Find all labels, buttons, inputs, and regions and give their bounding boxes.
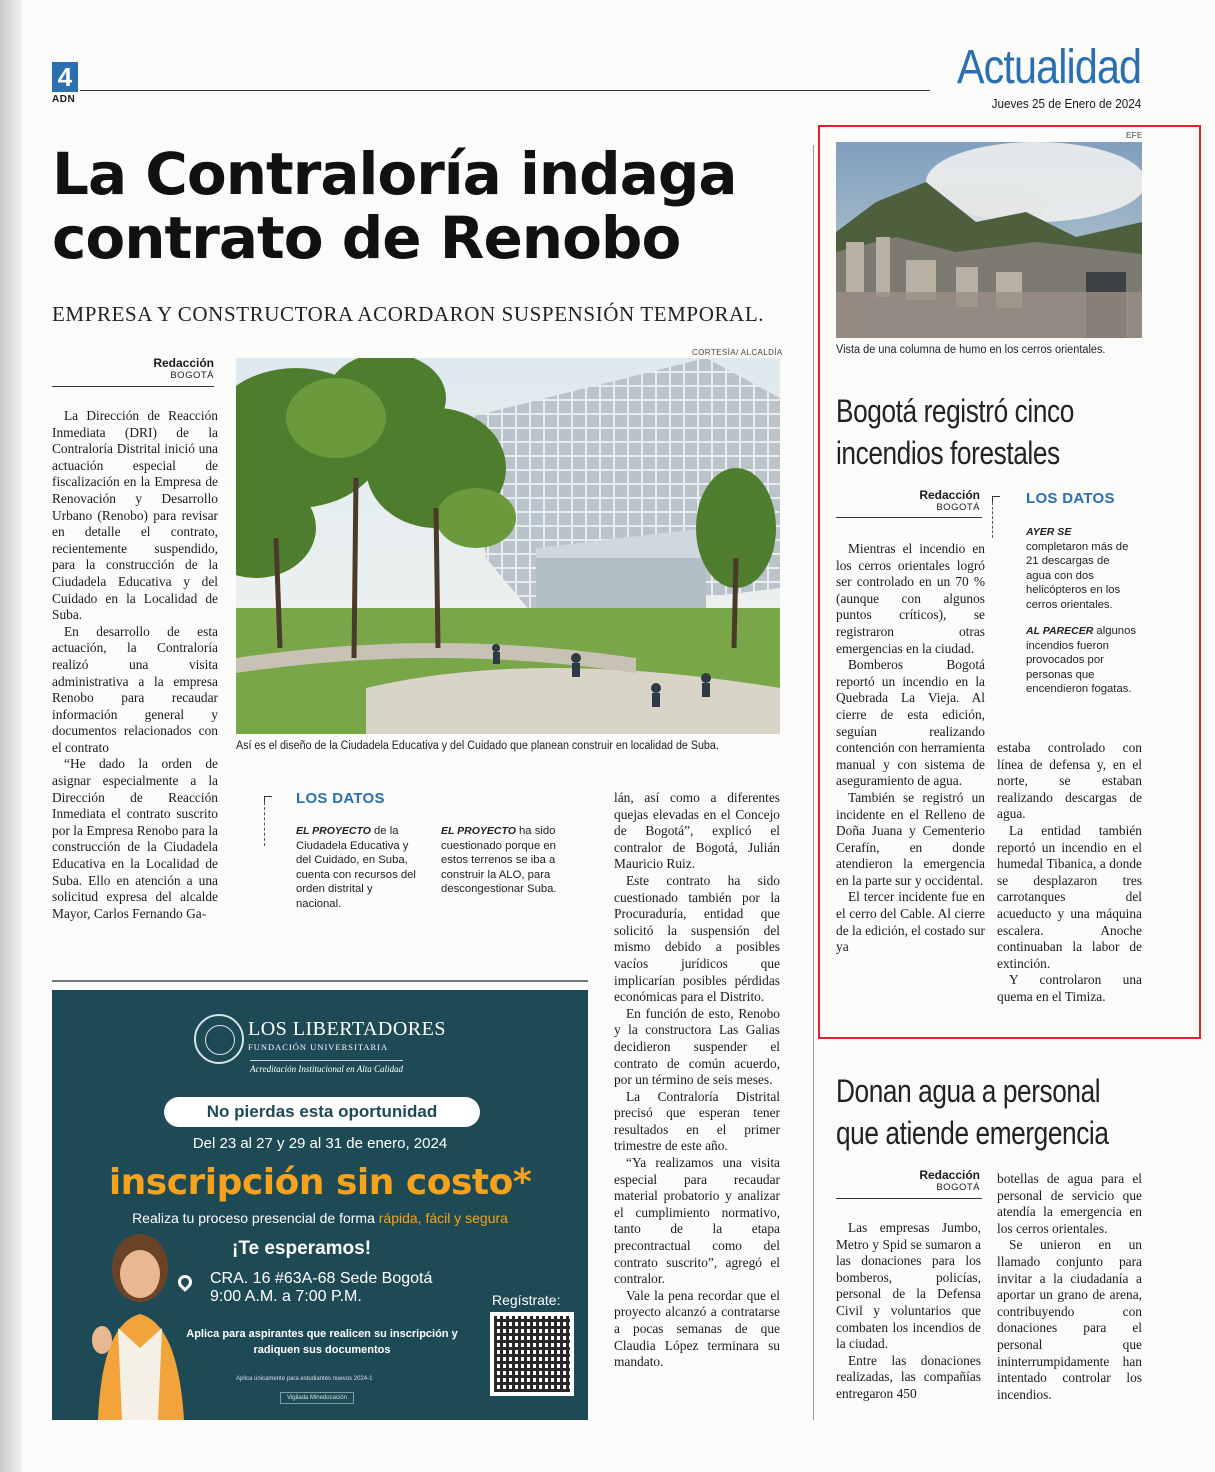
side-headline-line: Donan agua a personal: [836, 1073, 1101, 1109]
paragraph: “Ya realizamos una visita especial para recaudar material probatorio y analizar el cumplimiento normativo, tanto de la etapa precontractual como del contrato suscrito”, agregó el contralor.: [614, 1155, 780, 1287]
paragraph: En función de esto, Renobo y la constructora Las Galias decidieron suspender el contrato de común acuerdo, por un término de seis meses.: [614, 1005, 780, 1088]
datos-item-lead: EL PROYECTO: [296, 825, 371, 837]
byline-rule: [836, 517, 982, 518]
ad-pill: No pierdas esta oportunidad: [164, 1097, 480, 1127]
paragraph: estaba controlado con línea de defensa y, en el norte, se estaban realizando descargas de agua.: [997, 740, 1142, 822]
paragraph: El tercer incidente fue en el cerro del Cable. Al cierre de la edición, el costado sur ya: [836, 889, 985, 955]
datos-item-lead: EL PROYECTO: [441, 825, 516, 837]
datos-item: [441, 824, 573, 897]
advertisement[interactable]: [52, 990, 588, 1420]
side-datos-title: LOS DATOS: [1026, 490, 1115, 507]
side-2-col-2: [997, 1171, 1142, 1403]
issue-date: Jueves 25 de Enero de 2024: [991, 96, 1141, 111]
byline-city: BOGOTÁ: [936, 1182, 980, 1193]
side-photo-credit: EFE: [1126, 131, 1143, 140]
paragraph: Bomberos Bogotá reportó un incendio en la Quebrada La Vieja. Al cierre de esta edición, seguían realizando contención con herramienta manual y con sistema de aseguramiento de agua.: [836, 657, 985, 789]
page-number: 4: [52, 62, 78, 92]
section-title: Actualidad: [956, 41, 1141, 94]
university-seal-icon: [194, 1014, 244, 1064]
datos-item-text: de la Ciudadela Educativa y del Cuidado, en Suba, cuenta con recursos del orden distrital y nacional.: [296, 825, 416, 910]
main-col-1: [52, 408, 218, 922]
ad-separator: [52, 980, 588, 982]
main-photo-caption: Así es el diseño de la Ciudadela Educativa y del Cuidado que planean construir en localidad de Suba.: [236, 740, 719, 752]
main-col-3: [614, 790, 780, 1371]
paragraph: En desarrollo de esta actuación, la Contraloría realizó una visita administrativa a la empresa Renobo para recaudar información general y documentos relacionados con el contrato: [52, 623, 218, 755]
ad-tagline-highlight: rápida, fácil y segura: [378, 1210, 508, 1226]
main-headline: La Contraloría indaga contrato de Renobo: [52, 140, 737, 272]
byline-rule: [836, 1198, 982, 1199]
datos-item: [1026, 525, 1136, 612]
datos-item: [296, 824, 420, 911]
ad-brand: LOS LIBERTADORES: [248, 1018, 446, 1040]
paragraph: Mientras el incendio en los cerros orientales logró ser controlado en un 70 % (aunque con algunos puntos críticos), se registraron otras emergencias en la ciudad.: [836, 541, 985, 656]
datos-item-text: ha sido cuestionado porque en estos terrenos se iba a construir la ALO, para descongestionar Suba.: [441, 825, 557, 895]
column-divider: [813, 145, 814, 1420]
side-1-col-2: [997, 740, 1142, 1006]
paragraph: La Contraloría Distrital precisó que esperan tener resultados en el primer trimestre de este año.: [614, 1088, 780, 1154]
ad-brand-sub: FUNDACIÓN UNIVERSITARIA: [248, 1042, 389, 1052]
rendering-illustration: [236, 358, 780, 734]
ad-tagline-text: Realiza tu proceso presencial de forma: [132, 1210, 379, 1226]
byline-name: Redacción: [153, 356, 214, 370]
paragraph: Vale la pena recordar que el proyecto alcanzó a contratarse a pocas semanas de que Claudia López terminara su mandato.: [614, 1287, 780, 1370]
side-headline-line: Bogotá registró cinco: [836, 393, 1074, 429]
side-byline-1: [836, 488, 980, 513]
datos-bracket: [992, 502, 993, 538]
ad-fine-print: Aplica únicamente para estudiantes nuevos 2024-1: [236, 1376, 373, 1382]
city-hills-illustration: [836, 142, 1142, 338]
byline-name: Redacción: [919, 1168, 980, 1182]
ad-vigilada: Vigilada Mineducación: [280, 1392, 354, 1404]
ad-apply: Aplica para aspirantes que realicen su inscripción y radiquen sus documentos: [186, 1328, 458, 1356]
paragraph: Entre las donaciones realizadas, las compañías entregaron 450: [836, 1352, 981, 1401]
paragraph: La entidad también reportó un incendio en el humedal Tibanica, a donde se desplazaron tres carrotanques del acueducto y una máquina escalera. Anoche continuaban la labor de extinción.: [997, 822, 1142, 971]
paragraph: También se registró un incidente en el Relleno de Doña Juana y Cementerio Cerafín, en donde atendieron la emergencia en la parte sur y occidental.: [836, 789, 985, 888]
datos-item-lead: AYER SE: [1026, 526, 1072, 538]
side-1-col-1: [836, 541, 985, 956]
side-headline-2: [836, 1070, 1109, 1154]
side-headline-line: incendios forestales: [836, 435, 1060, 471]
ad-hours: 9:00 A.M. a 7:00 P.M.: [210, 1288, 362, 1305]
datos-bracket-tick: [992, 496, 1000, 502]
ad-accreditation: Acreditación Institucional en Alta Calidad: [250, 1060, 403, 1074]
datos-bracket-tick: [264, 796, 272, 802]
ad-tagline: [52, 1210, 588, 1226]
ad-person-illustration: [88, 1228, 192, 1420]
ad-address: [210, 1270, 432, 1306]
header-rule: [80, 90, 930, 91]
paragraph: Y controlaron una quema en el Timiza.: [997, 972, 1142, 1004]
page-gutter: [0, 0, 22, 1472]
main-byline: [52, 356, 214, 381]
paragraph: Las empresas Jumbo, Metro y Spid se sumaron a las donaciones para los bomberos, policías, personal de la Defensa Civil y voluntarios que combaten los incendios de la ciudad.: [836, 1220, 981, 1352]
side-2-col-1: [836, 1220, 981, 1403]
byline-name: Redacción: [919, 488, 980, 502]
datos-bracket: [264, 802, 265, 846]
datos-title: LOS DATOS: [296, 790, 385, 807]
datos-item-lead: AL PARECER: [1026, 625, 1094, 637]
main-subhead: EMPRESA Y CONSTRUCTORA ACORDARON SUSPENSIÓN TEMPORAL.: [52, 302, 765, 326]
side-headline-1: [836, 390, 1074, 474]
ad-address-line: CRA. 16 #63A-68 Sede Bogotá: [210, 1270, 433, 1287]
ciudadela-rendering-photo: [236, 358, 780, 734]
paragraph: “He dado la orden de asignar especialmente a la Dirección de Reacción Inmediata el contrato suscrito por la Empresa Renobo para la construcción de la Ciudadela Educativa en la Localidad de Suba. Ello en atención a una solicitud expresa del alcalde Mayor, Carlos Fernando Ga-: [52, 756, 218, 921]
paragraph: La Dirección de Reacción Inmediata (DRI) de la Contraloría Distrital inició una actuación especial de fiscalización en la Empresa de Renovación y Desarrollo Urbano (Renobo) para revisar en detalle el contrato, recientemente suspendido, para la construcción de la Ciudadela Educativa y del Cuidado en la Localidad de Suba.: [52, 408, 218, 623]
paragraph: lán, así como a diferentes quejas elevadas en el Concejo de Bogotá”, explicó el contralor de Bogotá, Julián Mauricio Ruiz.: [614, 790, 780, 872]
ad-dates: Del 23 al 27 y 29 al 31 de enero, 2024: [192, 1135, 448, 1152]
ad-register-label: Regístrate:: [492, 1292, 561, 1308]
ad-headline: inscripción sin costo*: [108, 1162, 532, 1203]
ad-wait: ¡Te esperamos!: [232, 1238, 372, 1259]
paragraph: botellas de agua para el personal de servicio que atendía la emergencia en los cerros orientales.: [997, 1171, 1142, 1236]
side-photo-caption: Vista de una columna de humo en los cerros orientales.: [836, 344, 1106, 356]
byline-rule: [52, 386, 214, 387]
datos-item: [1026, 624, 1136, 697]
qr-code-icon[interactable]: [490, 1312, 574, 1396]
byline-city: BOGOTÁ: [936, 502, 980, 513]
side-byline-2: [836, 1168, 980, 1193]
byline-city: BOGOTÁ: [170, 370, 214, 381]
side-headline-line: que atiende emergencia: [836, 1115, 1109, 1151]
smoke-hills-photo: [836, 142, 1142, 338]
paragraph: Este contrato ha sido cuestionado también por la Procuraduría, entidad que solicitó la suspensión del mismo debido a posibles vacíos jurídicos que implicarían posibles pérdidas económicas para el Distrito.: [614, 872, 780, 1005]
datos-item-text: algunos incendios fueron provocados por personas que encendieron fogatas.: [1026, 625, 1137, 695]
photo-credit: CORTESÍA/ ALCALDÍA: [692, 348, 783, 357]
publication-logo: ADN: [52, 94, 76, 105]
datos-item-text: completaron más de 21 descargas de agua con dos helicópteros en los cerros orientales.: [1026, 540, 1129, 611]
paragraph: Se unieron en un llamado conjunto para invitar a la ciudadanía a aportar un grano de arena, contribuyendo con donaciones para el personal que ininterrumpidamente han intentado controlar los incendios.: [997, 1237, 1142, 1402]
